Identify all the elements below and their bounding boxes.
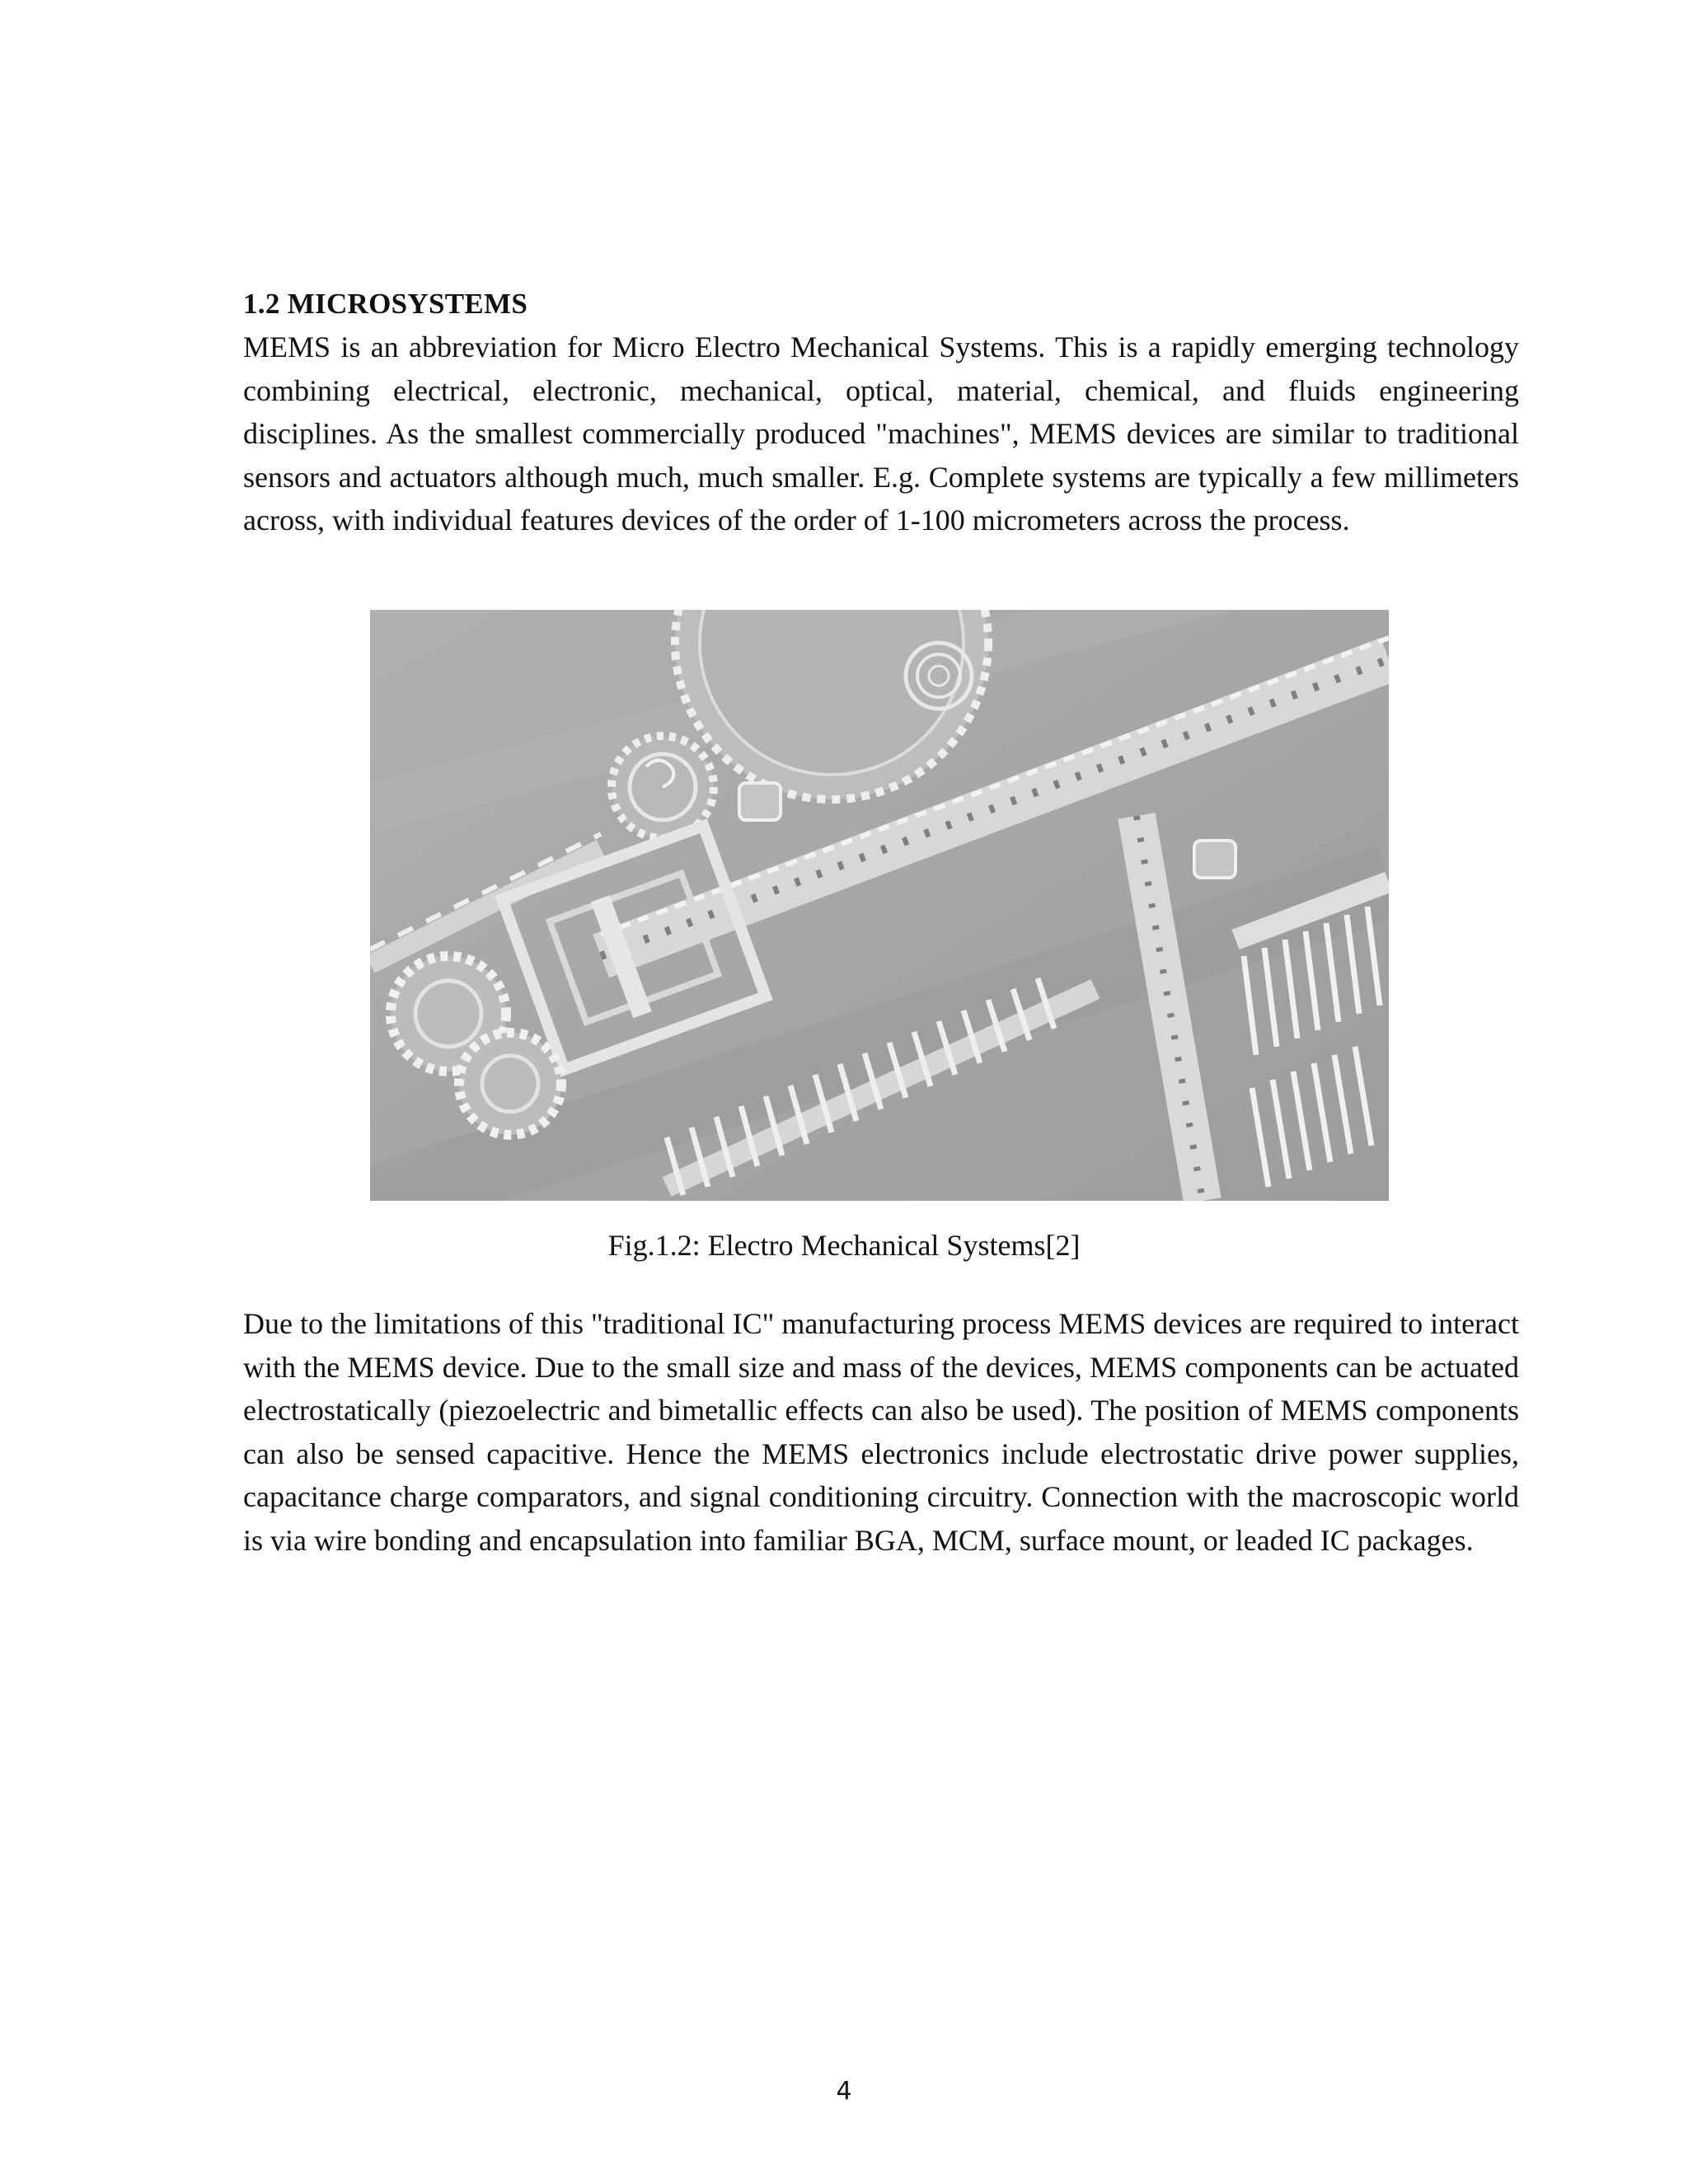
figure-caption: Fig.1.2: Electro Mechanical Systems[2] xyxy=(607,1229,1081,1262)
mems-figure-image xyxy=(370,610,1389,1201)
section-heading: 1.2 MICROSYSTEMS xyxy=(243,288,528,320)
page-number: 4 xyxy=(836,2077,852,2106)
intro-paragraph: MEMS is an abbreviation for Micro Electro Mechanical Systems. This is a rapidly emerging technology combining electrical, electronic, mechanical, optical, material, chemical, and fluids engineering disciplines. As the smallest commercially produced "machines", MEMS devices are similar to traditional sensors and actuators although much, much smaller. E.g. Complete systems are typically a few millimeters across, with individual features devices of the order of 1-100 micrometers across the process. xyxy=(243,330,1519,537)
body-paragraph: Due to the limitations of this "traditional IC" manufacturing process MEMS devices are required to interact with the MEMS device. Due to the small size and mass of the devices, MEMS components can be actuated electrostatically (piezoelectric and bimetallic effects can also be used). The position of MEMS components can also be sensed capacitive. Hence the MEMS electronics include electrostatic drive power supplies, capacitance charge comparators, and signal conditioning circuitry. Connection with the macroscopic world is via wire bonding and encapsulation into familiar BGA, MCM, surface mount, or leaded IC packages. xyxy=(243,1307,1519,1557)
